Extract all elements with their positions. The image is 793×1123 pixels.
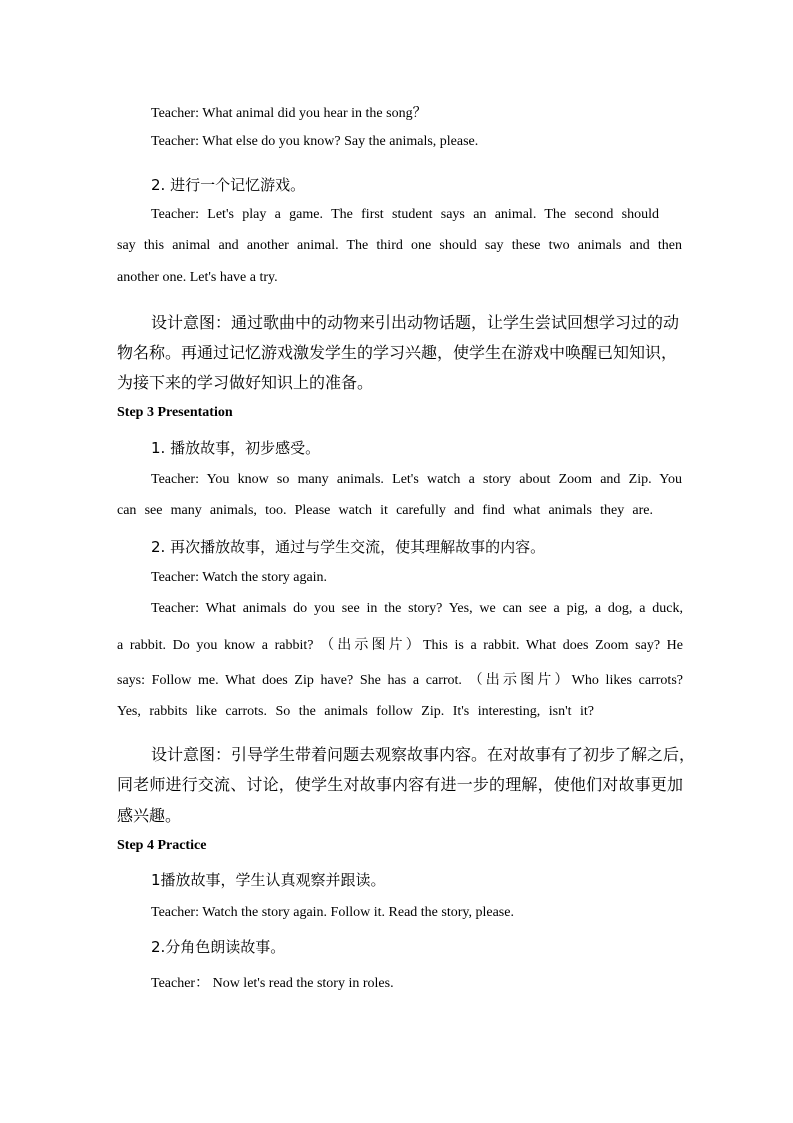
practice-item-2-title: 2.分角色朗读故事。 <box>151 938 286 956</box>
design-intent-2-line-1: 设计意图：引导学生带着问题去观察故事内容。在对故事有了初步了解之后， <box>151 745 696 764</box>
presentation-item-1-title: 1. 播放故事，初步感受。 <box>151 439 321 457</box>
design-intent-2-line-3: 感兴趣。 <box>117 806 182 825</box>
presentation-p3-line-3: says: Follow me. What does Zip have? She has a carrot. （出示图片）Who likes carrots? <box>117 673 683 688</box>
presentation-item-2-title: 2. 再次播放故事，通过与学生交流，使其理解故事的内容。 <box>151 538 546 556</box>
warmup-question-1: Teacher: What animal did you hear in the song？ <box>151 106 427 121</box>
game-instruction-line-2: say this animal and another animal. The third one should say these two animals and then <box>117 238 682 253</box>
memory-game-title: 2. 进行一个记忆游戏。 <box>151 176 306 194</box>
design-intent-1-line-1: 设计意图：通过歌曲中的动物来引出动物话题，让学生尝试回想学习过的动 <box>151 313 680 332</box>
game-instruction-line-1: Teacher: Let's play a game. The first student says an animal. The second should <box>151 207 659 222</box>
warmup-question-2: Teacher: What else do you know? Say the animals, please. <box>151 134 479 149</box>
design-intent-1-line-3: 为接下来的学习做好知识上的准备。 <box>117 373 374 392</box>
presentation-p3-line-4: Yes, rabbits like carrots. So the animals follow Zip. It's interesting, isn't it? <box>117 704 594 719</box>
step-3-heading: Step 3 Presentation <box>117 405 233 420</box>
presentation-p3-line-2: a rabbit. Do you know a rabbit? （出示图片）This is a rabbit. What does Zoom say? He <box>117 638 683 653</box>
practice-p2: Teacher： Now let's read the story in roles. <box>151 976 394 991</box>
game-instruction-line-3: another one. Let's have a try. <box>117 270 278 285</box>
presentation-p1-line-2: can see many animals, too. Please watch it carefully and find what animals they are. <box>117 503 653 518</box>
practice-p1: Teacher: Watch the story again. Follow it. Read the story, please. <box>151 905 514 920</box>
practice-item-1-title: 1播放故事，学生认真观察并跟读。 <box>151 871 386 889</box>
presentation-p3-line-1: Teacher: What animals do you see in the story? Yes, we can see a pig, a dog, a duck, <box>151 601 683 616</box>
design-intent-1-line-2: 物名称。再通过记忆游戏激发学生的学习兴趣，使学生在游戏中唤醒已知知识， <box>117 343 678 362</box>
presentation-p2: Teacher: Watch the story again. <box>151 570 328 585</box>
design-intent-2-line-2: 同老师进行交流、讨论，使学生对故事内容有进一步的理解，使他们对故事更加 <box>117 775 683 794</box>
step-4-heading: Step 4 Practice <box>117 838 207 853</box>
presentation-p1-line-1: Teacher: You know so many animals. Let's watch a story about Zoom and Zip. You <box>151 472 682 487</box>
